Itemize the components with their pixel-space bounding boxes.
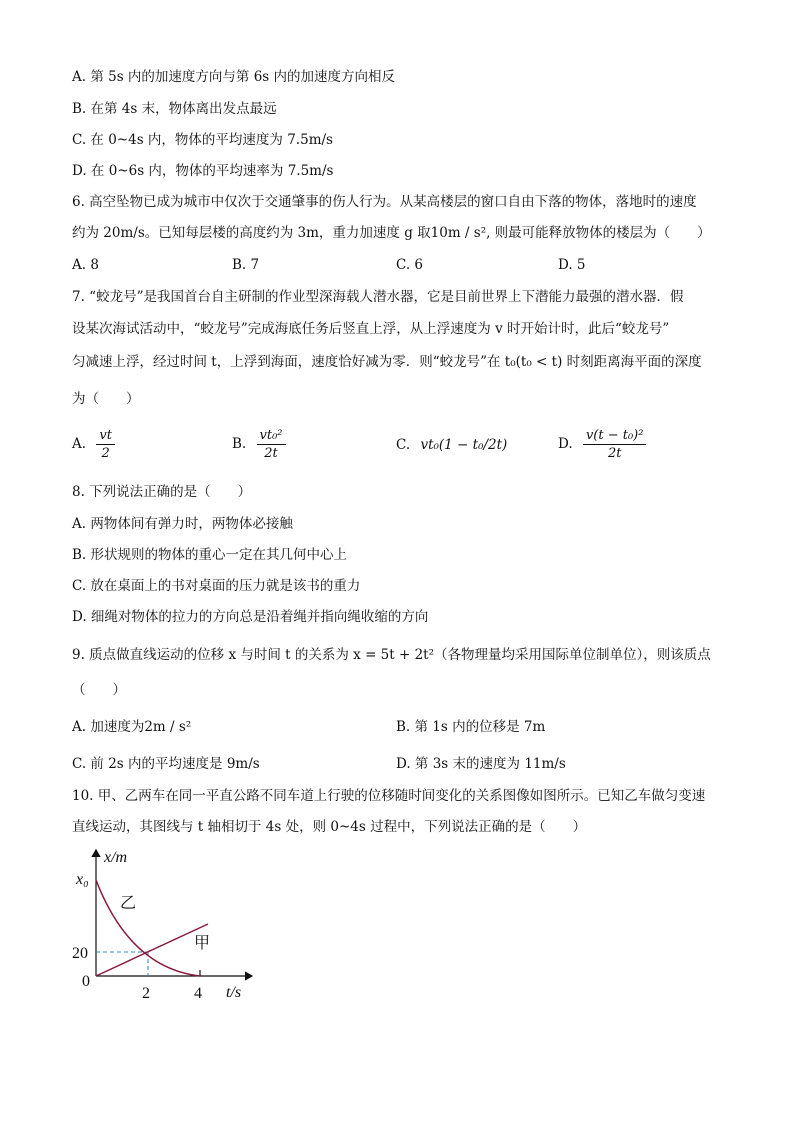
q7-option-d-label: D. <box>558 436 573 452</box>
q5-option-b: B. 在第 4s 末，物体离出发点最远 <box>72 101 277 117</box>
q9-option-a: A. 加速度为2m / s² <box>72 719 192 735</box>
q6-option-b: B. 7 <box>232 257 260 273</box>
q7-stem-line2: 设某次海试活动中，“蛟龙号”完成海底任务后竖直上浮，从上浮速度为 v 时开始计时，此后“蛟龙号” <box>72 321 670 337</box>
q9-option-d: D. 第 3s 末的速度为 11m/s <box>396 756 566 772</box>
q7-option-b-label: B. <box>232 436 247 452</box>
q7-option-d-numerator: v(t − t₀)² <box>583 428 647 445</box>
q7-option-d-fraction <box>583 428 647 461</box>
x0-label: x₀ <box>76 871 89 888</box>
y-axis-label: x/m <box>104 849 128 866</box>
q7-option-c-expression: vt₀(1 − t₀/2t) <box>420 437 508 453</box>
q7-option-b <box>232 428 286 461</box>
q7-option-d <box>558 428 646 461</box>
q9-option-c: C. 前 2s 内的平均速度是 9m/s <box>72 756 260 772</box>
q9-stem-line2: （ ） <box>72 682 126 698</box>
q6-stem-line2: 约为 20m/s。已知每层楼的高度约为 3m，重力加速度 g 取10m / s², 则最可能释放物体的楼层为（ ） <box>72 225 711 241</box>
q8-option-b: B. 形状规则的物体的重心一定在其几何中心上 <box>72 547 348 563</box>
q7-option-a-fraction <box>96 428 115 461</box>
q7-stem-line4: 为（ ） <box>72 391 140 407</box>
q7-option-c-label: C. <box>396 437 411 453</box>
q5-option-d: D. 在 0~6s 内，物体的平均速率为 7.5m/s <box>72 163 334 179</box>
q7-option-a-numerator: vt <box>96 428 115 445</box>
q7-stem-line3: 匀减速上浮，经过时间 t，上浮到海面，速度恰好减为零．则“蛟龙号”在 t₀(t₀ < t) 时刻距离海平面的深度 <box>72 354 702 370</box>
q7-option-b-fraction <box>257 428 286 461</box>
line-jia-label: 甲 <box>194 935 211 952</box>
q7-option-d-denominator: 2t <box>607 446 622 461</box>
q5-option-c: C. 在 0~4s 内，物体的平均速度为 7.5m/s <box>72 132 333 148</box>
q7-option-b-denominator: 2t <box>264 446 278 461</box>
q6-stem-line1: 6. 高空坠物已成为城市中仅次于交通肇事的伤人行为。从某高楼层的窗口自由下落的物体，落地时的速度 <box>72 194 697 210</box>
tick-4-label: 4 <box>194 985 202 1002</box>
x-axis-label: t/s <box>226 984 242 1001</box>
q7-option-a-denominator: 2 <box>101 446 110 461</box>
q10-stem-line1: 10. 甲、乙两车在同一平直公路不同车道上行驶的位移随时间变化的关系图像如图所示。已知乙车做匀变速 <box>72 788 706 804</box>
origin-label: 0 <box>82 973 90 990</box>
q6-option-d: D. 5 <box>558 257 586 273</box>
q10-stem-line2: 直线运动，其图线与 t 轴相切于 4s 处，则 0~4s 过程中，下列说法正确的是（ ） <box>72 819 587 835</box>
q7-stem-line1: 7. “蛟龙号”是我国首台自主研制的作业型深海载人潜水器，它是目前世界上下潜能力最强的潜水器．假 <box>72 289 684 305</box>
q8-option-a: A. 两物体间有弹力时，两物体必接触 <box>72 516 293 532</box>
q9-stem-line1: 9. 质点做直线运动的位移 x 与时间 t 的关系为 x = 5t + 2t²（各物理量均采用国际单位制单位），则该质点 <box>72 647 711 663</box>
q7-option-a <box>72 428 115 461</box>
line-jia <box>96 924 211 976</box>
tick-20-label: 20 <box>72 945 88 962</box>
xt-graph <box>60 840 270 1005</box>
q8-stem: 8. 下列说法正确的是（ ） <box>72 484 252 500</box>
q7-option-c <box>396 436 507 454</box>
q6-option-a: A. 8 <box>72 257 99 273</box>
q5-option-a: A. 第 5s 内的加速度方向与第 6s 内的加速度方向相反 <box>72 69 396 85</box>
q9-option-b: B. 第 1s 内的位移是 7m <box>396 719 546 735</box>
q6-option-c: C. 6 <box>396 257 424 273</box>
curve-yi-label: 乙 <box>120 895 137 912</box>
q8-option-c: C. 放在桌面上的书对桌面的压力就是该书的重力 <box>72 578 361 594</box>
q8-option-d: D. 细绳对物体的拉力的方向总是沿着绳并指向绳收缩的方向 <box>72 609 429 625</box>
q7-option-b-numerator: vt₀² <box>257 428 286 445</box>
q7-option-a-label: A. <box>72 436 87 452</box>
tick-2-label: 2 <box>142 985 150 1002</box>
